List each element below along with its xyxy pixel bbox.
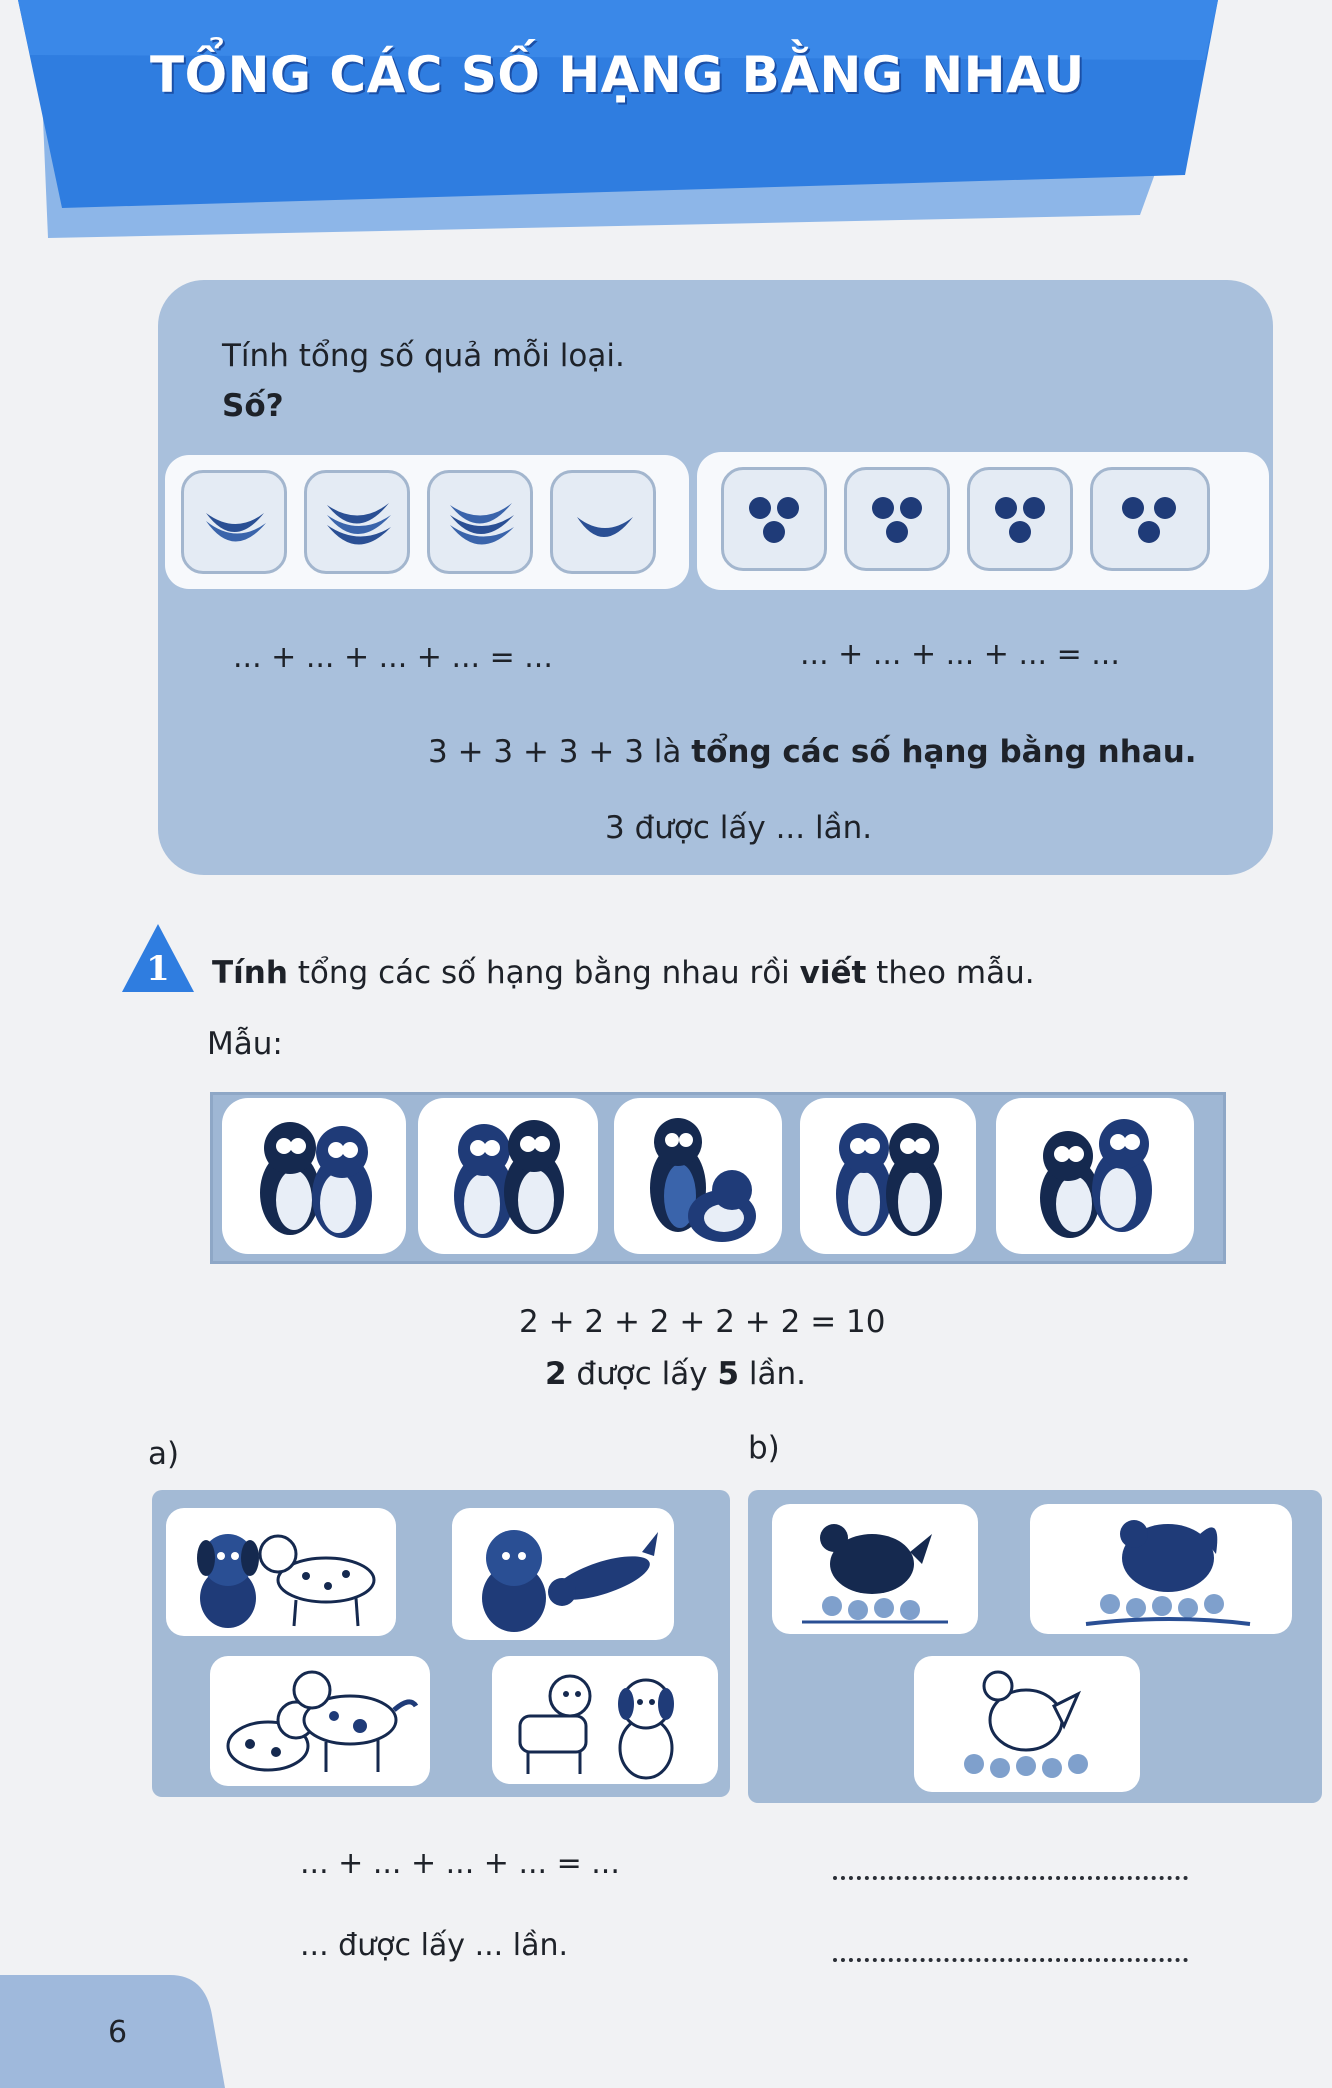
plum-icon	[1093, 470, 1207, 568]
penguin-pair-icon	[800, 1098, 976, 1254]
penguin-pair-icon	[222, 1098, 406, 1254]
hens-picture-box	[748, 1490, 1322, 1803]
plum-icon	[724, 470, 824, 568]
example-result-end: lần.	[739, 1356, 806, 1392]
plum-card	[1090, 467, 1210, 571]
part-a-expression: ... + ... + ... + ... = ...	[300, 1846, 620, 1881]
penguin-card	[996, 1098, 1194, 1254]
header-banner	[0, 0, 1332, 240]
penguin-pair-icon	[418, 1098, 598, 1254]
exercise-instruction	[212, 955, 1035, 991]
exercise-verb-2: viết	[799, 955, 867, 991]
plum-icon	[970, 470, 1070, 568]
dog-pair-icon	[452, 1508, 674, 1640]
banana-icon	[307, 473, 407, 571]
penguin-card	[800, 1098, 976, 1254]
plum-icon	[847, 470, 947, 568]
statement-bold: tổng các số hạng bằng nhau.	[691, 734, 1197, 770]
banana-card	[550, 470, 656, 574]
part-a-times-question: ... được lấy ... lần.	[300, 1928, 569, 1963]
intro-instruction: Tính tổng số quả mỗi loại.	[222, 338, 625, 374]
dog-card	[492, 1656, 718, 1784]
banana-panel	[165, 455, 689, 589]
hen-card	[772, 1504, 978, 1634]
banana-expression: ... + ... + ... + ... = ...	[233, 640, 553, 675]
banana-card	[181, 470, 287, 574]
hen-chicks-icon	[772, 1504, 978, 1634]
page-number: 6	[108, 2015, 128, 2050]
plum-card	[844, 467, 950, 571]
example-result-num2: 5	[717, 1356, 740, 1392]
part-b-label: b)	[748, 1430, 780, 1466]
intro-statement	[428, 734, 1197, 770]
page-title: TỔNG CÁC SỐ HẠNG BẰNG NHAU	[150, 46, 1085, 104]
plum-expression: ... + ... + ... + ... = ...	[800, 637, 1120, 672]
exercise-number: 1	[146, 949, 170, 989]
part-b-answer-line-1[interactable]	[833, 1876, 1188, 1880]
penguin-pair-icon	[996, 1098, 1194, 1254]
example-label: Mẫu:	[207, 1026, 283, 1062]
dogs-picture-box	[152, 1490, 730, 1797]
penguin-pair-icon	[614, 1098, 782, 1254]
plum-card	[721, 467, 827, 571]
statement-text: 3 + 3 + 3 + 3 là	[428, 734, 692, 770]
banana-card	[427, 470, 533, 574]
hen-chicks-icon	[914, 1656, 1140, 1792]
dog-card	[210, 1656, 430, 1786]
dog-pair-icon	[492, 1656, 718, 1784]
dog-card	[452, 1508, 674, 1640]
penguin-card	[614, 1098, 782, 1254]
exercise-text-end: theo mẫu.	[866, 955, 1035, 991]
hen-card	[914, 1656, 1140, 1792]
banana-card	[304, 470, 410, 574]
intro-question: Số?	[222, 388, 284, 424]
hen-card	[1030, 1504, 1292, 1634]
dog-pair-icon	[166, 1508, 396, 1636]
dog-card	[166, 1508, 396, 1636]
exercise-number-badge	[120, 922, 196, 994]
plum-panel	[697, 452, 1269, 590]
example-result-mid: được lấy	[566, 1356, 718, 1392]
example-result-num1: 2	[545, 1356, 567, 1392]
part-a-label: a)	[148, 1436, 180, 1472]
hen-chicks-icon	[1030, 1504, 1292, 1634]
exercise-text-mid: tổng các số hạng bằng nhau rồi	[287, 955, 800, 991]
exercise-verb-1: Tính	[212, 955, 288, 991]
penguin-card	[222, 1098, 406, 1254]
dog-pair-icon	[210, 1656, 430, 1786]
example-result	[545, 1356, 806, 1392]
banana-icon	[430, 473, 530, 571]
example-expression: 2 + 2 + 2 + 2 + 2 = 10	[519, 1304, 886, 1340]
banana-icon	[553, 473, 653, 571]
plum-card	[967, 467, 1073, 571]
part-b-answer-line-2[interactable]	[833, 1958, 1188, 1962]
penguin-card	[418, 1098, 598, 1254]
banana-icon	[184, 473, 284, 571]
intro-times-question: 3 được lấy ... lần.	[605, 810, 873, 846]
